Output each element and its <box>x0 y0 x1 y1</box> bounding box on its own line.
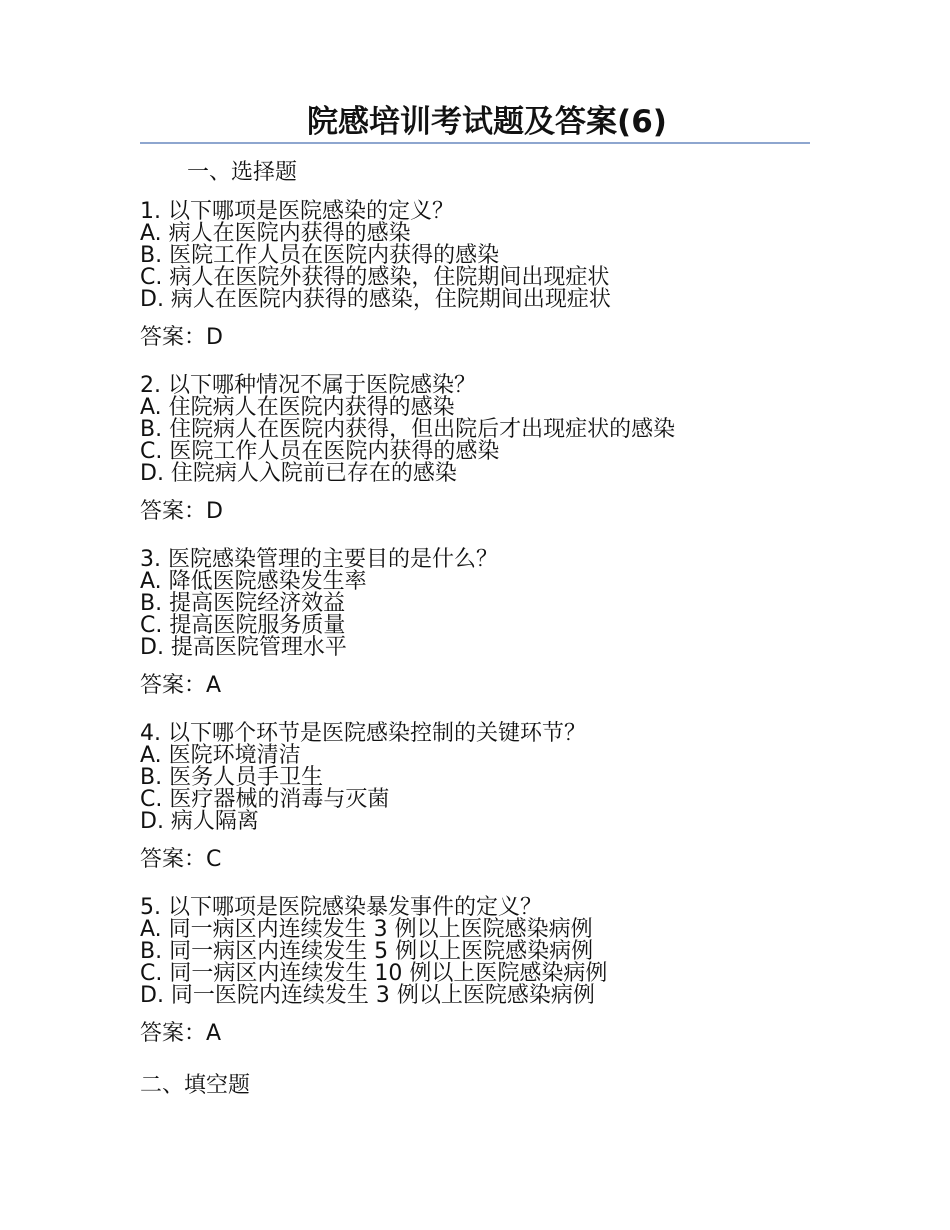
page-title: 院感培训考试题及答案(6) <box>307 104 667 140</box>
question-option: A. 住院病人在医院内获得的感染 <box>140 395 455 420</box>
question-answer: 答案：A <box>140 1021 222 1046</box>
title-underline <box>140 102 810 144</box>
question-item <box>140 897 820 1071</box>
question-option: A. 病人在医院内获得的感染 <box>140 221 411 246</box>
question-option: C. 病人在医院外获得的感染，住院期间出现症状 <box>140 265 610 290</box>
question-option: D. 提高医院管理水平 <box>140 635 347 660</box>
question-option: A. 降低医院感染发生率 <box>140 569 367 594</box>
question-answer: 答案：A <box>140 673 222 698</box>
question-item <box>140 375 820 549</box>
question-option: B. 住院病人在医院内获得，但出院后才出现症状的感染 <box>140 417 676 442</box>
question-answer: 答案：D <box>140 499 223 524</box>
question-option: D. 病人在医院内获得的感染，住院期间出现症状 <box>140 287 611 312</box>
question-option: B. 医院工作人员在医院内获得的感染 <box>140 243 500 268</box>
question-option: C. 同一病区内连续发生 10 例以上医院感染病例 <box>140 961 608 986</box>
question-item <box>140 549 820 723</box>
question-option: B. 同一病区内连续发生 5 例以上医院感染病例 <box>140 939 594 964</box>
question-answer: 答案：D <box>140 325 223 350</box>
question-text: 5. 以下哪项是医院感染暴发事件的定义？ <box>140 895 542 920</box>
section-heading-fill-in: 二、填空题 <box>140 1073 251 1098</box>
question-text: 2. 以下哪种情况不属于医院感染？ <box>140 373 476 398</box>
question-text: 1. 以下哪项是医院感染的定义？ <box>140 199 454 224</box>
question-text: 3. 医院感染管理的主要目的是什么？ <box>140 547 498 572</box>
question-option: A. 医院环境清洁 <box>140 743 301 768</box>
question-option: C. 医院工作人员在医院内获得的感染 <box>140 439 500 464</box>
question-option: C. 医疗器械的消毒与灭菌 <box>140 787 390 812</box>
question-option: D. 同一医院内连续发生 3 例以上医院感染病例 <box>140 983 595 1008</box>
question-option: B. 提高医院经济效益 <box>140 591 346 616</box>
question-item <box>140 723 820 897</box>
question-list <box>140 201 820 1071</box>
question-option: C. 提高医院服务质量 <box>140 613 346 638</box>
section-heading-choice: 一、选择题 <box>187 160 298 185</box>
question-text: 4. 以下哪个环节是医院感染控制的关键环节？ <box>140 721 586 746</box>
question-item <box>140 201 820 375</box>
question-option: D. 住院病人入院前已存在的感染 <box>140 461 457 486</box>
question-answer: 答案：C <box>140 847 222 872</box>
question-option: B. 医务人员手卫生 <box>140 765 324 790</box>
question-option: D. 病人隔离 <box>140 809 259 834</box>
question-option: A. 同一病区内连续发生 3 例以上医院感染病例 <box>140 917 593 942</box>
